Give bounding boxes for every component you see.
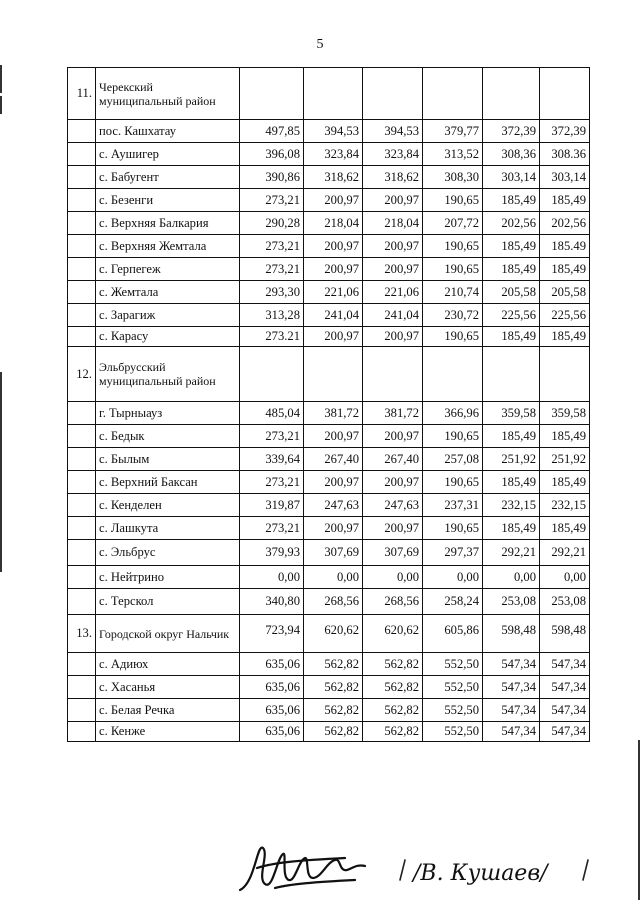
- settlement-name: с. Верхняя Балкария: [96, 212, 240, 235]
- tariff-value: 562,82: [304, 676, 363, 699]
- index-cell: [68, 566, 96, 589]
- tariff-value: 221,06: [363, 281, 423, 304]
- tariff-value: 185,49: [540, 189, 590, 212]
- settlement-row: [68, 722, 590, 742]
- settlement-row: [68, 212, 590, 235]
- tariff-value: 323,84: [304, 143, 363, 166]
- tariff-value: 379,93: [240, 540, 304, 566]
- tariff-value: 200,97: [363, 189, 423, 212]
- tariff-value: 562,82: [304, 653, 363, 676]
- tariff-value: 313,52: [423, 143, 483, 166]
- settlement-name: с. Адиюх: [96, 653, 240, 676]
- settlement-name: с. Безенги: [96, 189, 240, 212]
- settlement-name: с. Лашкута: [96, 517, 240, 540]
- tariff-value: 394,53: [304, 120, 363, 143]
- tariff-value: 232,15: [483, 494, 540, 517]
- tariff-value: 292,21: [540, 540, 590, 566]
- settlement-row: [68, 448, 590, 471]
- index-cell: [68, 425, 96, 448]
- settlement-name: с. Кенделен: [96, 494, 240, 517]
- tariff-value: 359,58: [540, 402, 590, 425]
- tariff-value: 200,97: [363, 235, 423, 258]
- tariff-value: 339,64: [240, 448, 304, 471]
- settlement-name: с. Карасу: [96, 327, 240, 347]
- tariff-value: 190,65: [423, 471, 483, 494]
- tariff-value: 0,00: [363, 566, 423, 589]
- district-value-cell: [423, 68, 483, 120]
- district-name: Черекский муниципальный район: [96, 68, 240, 120]
- tariff-value: 273,21: [240, 471, 304, 494]
- tariff-value: 241,04: [363, 304, 423, 327]
- district-value-cell: [483, 68, 540, 120]
- tariff-value: 319,87: [240, 494, 304, 517]
- district-index: 11.: [68, 68, 96, 120]
- index-cell: [68, 189, 96, 212]
- settlement-name: с. Верхний Баксан: [96, 471, 240, 494]
- tariff-value: 485,04: [240, 402, 304, 425]
- settlement-name: с. Аушигер: [96, 143, 240, 166]
- signature: [235, 838, 595, 898]
- settlement-row: [68, 494, 590, 517]
- tariff-value: 268,56: [363, 589, 423, 615]
- tariff-value: 547,34: [483, 699, 540, 722]
- settlement-row: [68, 120, 590, 143]
- tariff-value: 185,49: [483, 425, 540, 448]
- tariff-value: 562,82: [304, 699, 363, 722]
- tariff-value: 381,72: [304, 402, 363, 425]
- tariff-value: 185,49: [540, 517, 590, 540]
- settlement-row: [68, 166, 590, 189]
- district-value-cell: 620,62: [304, 615, 363, 653]
- tariff-value: 547,34: [483, 653, 540, 676]
- settlement-name: с. Жемтала: [96, 281, 240, 304]
- tariff-value: 547,34: [483, 722, 540, 742]
- district-value-cell: 598,48: [483, 615, 540, 653]
- tariff-value: 185,49: [483, 235, 540, 258]
- tariff-value: 323,84: [363, 143, 423, 166]
- tariff-value: 221,06: [304, 281, 363, 304]
- tariff-value: 190,65: [423, 258, 483, 281]
- tariff-value: 359,58: [483, 402, 540, 425]
- settlement-row: [68, 540, 590, 566]
- tariff-value: 303,14: [540, 166, 590, 189]
- tariff-value: 293,30: [240, 281, 304, 304]
- tariff-value: 340,80: [240, 589, 304, 615]
- tariff-value: 200,97: [304, 425, 363, 448]
- tariff-value: 200,97: [363, 517, 423, 540]
- settlement-row: [68, 566, 590, 589]
- tariff-value: 185,49: [540, 425, 590, 448]
- tariff-value: 253,08: [483, 589, 540, 615]
- tariff-value: 318,62: [304, 166, 363, 189]
- index-cell: [68, 517, 96, 540]
- index-cell: [68, 327, 96, 347]
- tariff-value: 230,72: [423, 304, 483, 327]
- tariff-value: 552,50: [423, 722, 483, 742]
- index-cell: [68, 212, 96, 235]
- tariff-value: 297,37: [423, 540, 483, 566]
- settlement-name: с. Белая Речка: [96, 699, 240, 722]
- district-value-cell: [363, 347, 423, 402]
- district-row: [68, 68, 590, 120]
- index-cell: [68, 402, 96, 425]
- tariff-value: 218,04: [304, 212, 363, 235]
- settlement-name: с. Терскол: [96, 589, 240, 615]
- settlement-row: [68, 189, 590, 212]
- settlement-row: [68, 304, 590, 327]
- tariff-value: 303,14: [483, 166, 540, 189]
- tariff-value: 268,56: [304, 589, 363, 615]
- district-value-cell: 620,62: [363, 615, 423, 653]
- tariff-value: 562,82: [363, 676, 423, 699]
- tariff-value: 562,82: [363, 699, 423, 722]
- tariff-value: 237,31: [423, 494, 483, 517]
- district-row: [68, 615, 590, 653]
- tariff-value: 390,86: [240, 166, 304, 189]
- index-cell: [68, 235, 96, 258]
- tariff-value: 207,72: [423, 212, 483, 235]
- settlement-name: с. Герпегеж: [96, 258, 240, 281]
- tariff-value: 267,40: [363, 448, 423, 471]
- tariff-value: 200,97: [304, 517, 363, 540]
- index-cell: [68, 258, 96, 281]
- settlement-row: [68, 235, 590, 258]
- tariff-value: 0,00: [540, 566, 590, 589]
- tariff-value: 562,82: [363, 653, 423, 676]
- tariff-value: 366,96: [423, 402, 483, 425]
- settlement-row: [68, 653, 590, 676]
- tariff-value: 562,82: [363, 722, 423, 742]
- district-index: 13.: [68, 615, 96, 653]
- tariff-value: 251,92: [540, 448, 590, 471]
- tariff-value: 273,21: [240, 258, 304, 281]
- tariff-value: 635,06: [240, 722, 304, 742]
- index-cell: [68, 699, 96, 722]
- settlement-row: [68, 327, 590, 347]
- tariff-value: 185,49: [483, 327, 540, 347]
- settlement-row: [68, 258, 590, 281]
- tariff-value: 241,04: [304, 304, 363, 327]
- tariff-value: 635,06: [240, 676, 304, 699]
- index-cell: [68, 281, 96, 304]
- tariff-value: 232,15: [540, 494, 590, 517]
- tariff-value: 200,97: [304, 327, 363, 347]
- district-value-cell: 723,94: [240, 615, 304, 653]
- tariff-value: 225,56: [540, 304, 590, 327]
- scan-mark: [0, 96, 2, 114]
- tariff-value: 313,28: [240, 304, 304, 327]
- district-value-cell: [363, 68, 423, 120]
- settlement-row: [68, 425, 590, 448]
- tariff-value: 307,69: [363, 540, 423, 566]
- tariff-value: 200,97: [304, 235, 363, 258]
- district-value-cell: [304, 347, 363, 402]
- table-body: [68, 68, 590, 742]
- tariff-value: 185,49: [483, 258, 540, 281]
- index-cell: [68, 589, 96, 615]
- tariff-value: 190,65: [423, 327, 483, 347]
- district-value-cell: 605,86: [423, 615, 483, 653]
- settlement-name: с. Бабугент: [96, 166, 240, 189]
- tariff-value: 547,34: [540, 676, 590, 699]
- tariff-value: 185,49: [540, 327, 590, 347]
- settlement-row: [68, 281, 590, 304]
- settlement-name: с. Зарагиж: [96, 304, 240, 327]
- tariff-table: [67, 67, 590, 742]
- settlement-row: [68, 699, 590, 722]
- tariff-value: 379,77: [423, 120, 483, 143]
- tariff-value: 562,82: [304, 722, 363, 742]
- settlement-name: с. Бедык: [96, 425, 240, 448]
- tariff-value: 273,21: [240, 189, 304, 212]
- index-cell: [68, 143, 96, 166]
- index-cell: [68, 166, 96, 189]
- tariff-value: 190,65: [423, 517, 483, 540]
- district-name: Эльбрусский муниципальный район: [96, 347, 240, 402]
- tariff-value: 0,00: [423, 566, 483, 589]
- tariff-value: 308,36: [483, 143, 540, 166]
- tariff-value: 202,56: [483, 212, 540, 235]
- settlement-name: с. Эльбрус: [96, 540, 240, 566]
- tariff-value: 290,28: [240, 212, 304, 235]
- tariff-value: 497,85: [240, 120, 304, 143]
- settlement-row: [68, 402, 590, 425]
- tariff-value: 307,69: [304, 540, 363, 566]
- index-cell: [68, 676, 96, 699]
- tariff-value: 247,63: [363, 494, 423, 517]
- tariff-value: 225,56: [483, 304, 540, 327]
- tariff-value: 0,00: [304, 566, 363, 589]
- tariff-value: 258,24: [423, 589, 483, 615]
- tariff-value: 372,39: [483, 120, 540, 143]
- tariff-value: 552,50: [423, 653, 483, 676]
- district-value-cell: [240, 347, 304, 402]
- tariff-value: 292,21: [483, 540, 540, 566]
- district-index: 12.: [68, 347, 96, 402]
- tariff-value: 200,97: [363, 471, 423, 494]
- tariff-value: 218,04: [363, 212, 423, 235]
- tariff-value: 200,97: [304, 471, 363, 494]
- tariff-value: 190,65: [423, 425, 483, 448]
- tariff-value: 273.21: [240, 327, 304, 347]
- index-cell: [68, 540, 96, 566]
- index-cell: [68, 120, 96, 143]
- settlement-name: с. Нейтрино: [96, 566, 240, 589]
- index-cell: [68, 494, 96, 517]
- tariff-value: 200,97: [363, 258, 423, 281]
- settlement-row: [68, 517, 590, 540]
- tariff-value: 185,49: [483, 517, 540, 540]
- settlement-row: [68, 589, 590, 615]
- tariff-value: 552,50: [423, 699, 483, 722]
- district-value-cell: [304, 68, 363, 120]
- tariff-value: 273,21: [240, 425, 304, 448]
- settlement-name: пос. Кашхатау: [96, 120, 240, 143]
- index-cell: [68, 653, 96, 676]
- tariff-value: 308.36: [540, 143, 590, 166]
- settlement-row: [68, 471, 590, 494]
- district-row: [68, 347, 590, 402]
- tariff-value: 200,97: [363, 425, 423, 448]
- district-value-cell: [540, 347, 590, 402]
- tariff-value: 267,40: [304, 448, 363, 471]
- settlement-name: г. Тырныауз: [96, 402, 240, 425]
- tariff-value: 547,34: [483, 676, 540, 699]
- tariff-value: 185,49: [540, 258, 590, 281]
- district-value-cell: [540, 68, 590, 120]
- page-number: 5: [316, 37, 324, 52]
- index-cell: [68, 722, 96, 742]
- tariff-value: 205,58: [540, 281, 590, 304]
- tariff-value: 200,97: [304, 189, 363, 212]
- tariff-value: 190,65: [423, 235, 483, 258]
- tariff-value: 552,50: [423, 676, 483, 699]
- tariff-value: 210,74: [423, 281, 483, 304]
- tariff-value: 251,92: [483, 448, 540, 471]
- district-value-cell: [240, 68, 304, 120]
- tariff-value: 0,00: [483, 566, 540, 589]
- settlement-row: [68, 676, 590, 699]
- settlement-name: с. Верхняя Жемтала: [96, 235, 240, 258]
- tariff-value: 396,08: [240, 143, 304, 166]
- tariff-value: 185,49: [483, 189, 540, 212]
- index-cell: [68, 471, 96, 494]
- tariff-value: 185,49: [540, 471, 590, 494]
- tariff-value: 273,21: [240, 517, 304, 540]
- tariff-value: 257,08: [423, 448, 483, 471]
- tariff-value: 318,62: [363, 166, 423, 189]
- tariff-value: 547,34: [540, 699, 590, 722]
- signature-text: /В. Кушаев/: [413, 861, 548, 886]
- tariff-value: 308,30: [423, 166, 483, 189]
- tariff-value: 190,65: [423, 189, 483, 212]
- tariff-value: 635,06: [240, 699, 304, 722]
- tariff-value: 185.49: [540, 235, 590, 258]
- index-cell: [68, 304, 96, 327]
- scan-mark: [0, 372, 2, 572]
- tariff-value: 372,39: [540, 120, 590, 143]
- scan-mark: [0, 65, 2, 93]
- tariff-value: 273,21: [240, 235, 304, 258]
- settlement-row: [68, 143, 590, 166]
- tariff-value: 381,72: [363, 402, 423, 425]
- tariff-value: 205,58: [483, 281, 540, 304]
- settlement-name: с. Былым: [96, 448, 240, 471]
- district-value-cell: [483, 347, 540, 402]
- settlement-name: с. Хасанья: [96, 676, 240, 699]
- tariff-value: 635,06: [240, 653, 304, 676]
- settlement-name: с. Кенже: [96, 722, 240, 742]
- tariff-value: 394,53: [363, 120, 423, 143]
- tariff-value: 0,00: [240, 566, 304, 589]
- tariff-value: 200,97: [363, 327, 423, 347]
- tariff-value: 200,97: [304, 258, 363, 281]
- tariff-value: 247,63: [304, 494, 363, 517]
- tariff-value: 547,34: [540, 722, 590, 742]
- tariff-value: 253,08: [540, 589, 590, 615]
- district-name: Городской округ Нальчик: [96, 615, 240, 653]
- district-value-cell: [423, 347, 483, 402]
- index-cell: [68, 448, 96, 471]
- tariff-value: 202,56: [540, 212, 590, 235]
- tariff-value: 185,49: [483, 471, 540, 494]
- district-value-cell: 598,48: [540, 615, 590, 653]
- tariff-value: 547,34: [540, 653, 590, 676]
